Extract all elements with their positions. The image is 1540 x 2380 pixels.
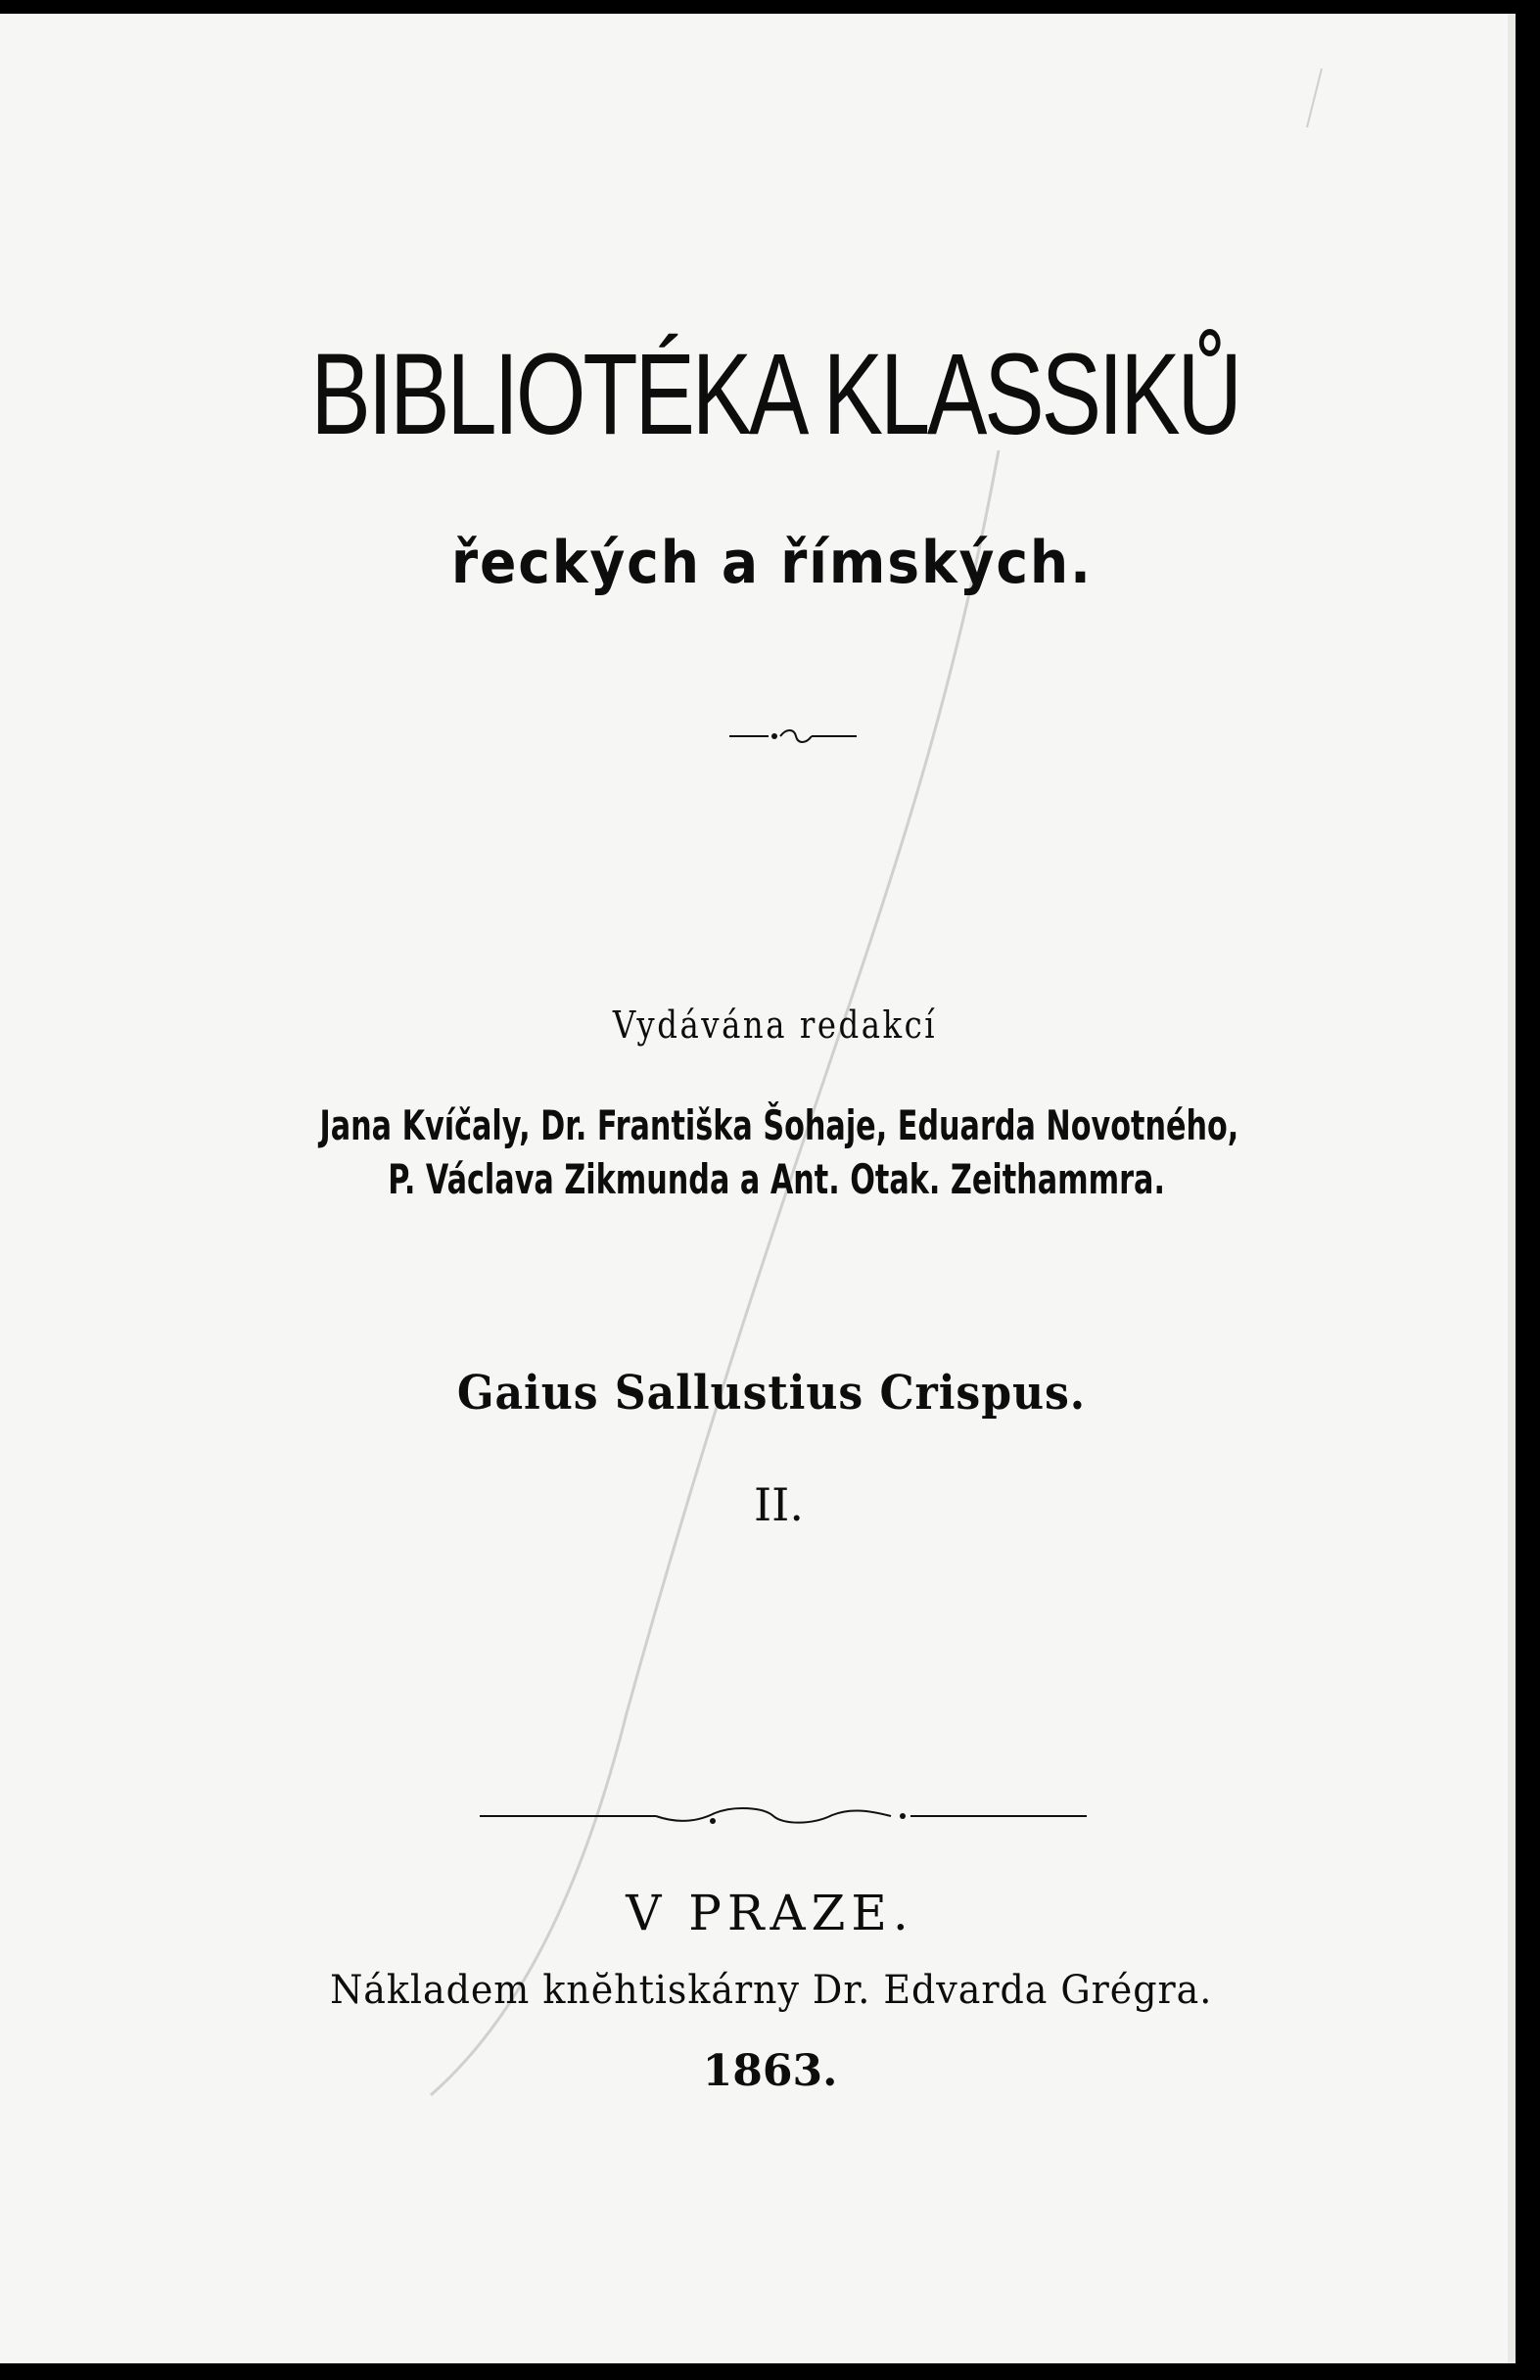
publisher-imprint: Nákladem knĕhtiskárny Dr. Edvarda Grégra. [330,1968,1213,2013]
author-name: Gaius Sallustius Crispus. [456,1366,1087,1421]
page-title: BIBLIOTÉKA KLASSIKŮ [310,330,1239,459]
publisher-intro: Vydávána redakcí [612,1003,938,1047]
publication-year: 1863. [702,2046,838,2096]
editors-line-2: P. Václava Zikmunda a Ant. Otak. Zeithammra. [388,1155,1165,1203]
editors-line-1: Jana Kvíčaly, Dr. Františka Šohaje, Eduarda Novotného, [319,1101,1239,1149]
page-subtitle: řeckých a římských. [450,529,1093,597]
volume-number: II. [754,1478,804,1531]
rule-with-flourish-icon [480,1801,1087,1831]
publication-city: V PRAZE. [626,1885,914,1941]
fleuron-divider-icon [729,724,857,748]
